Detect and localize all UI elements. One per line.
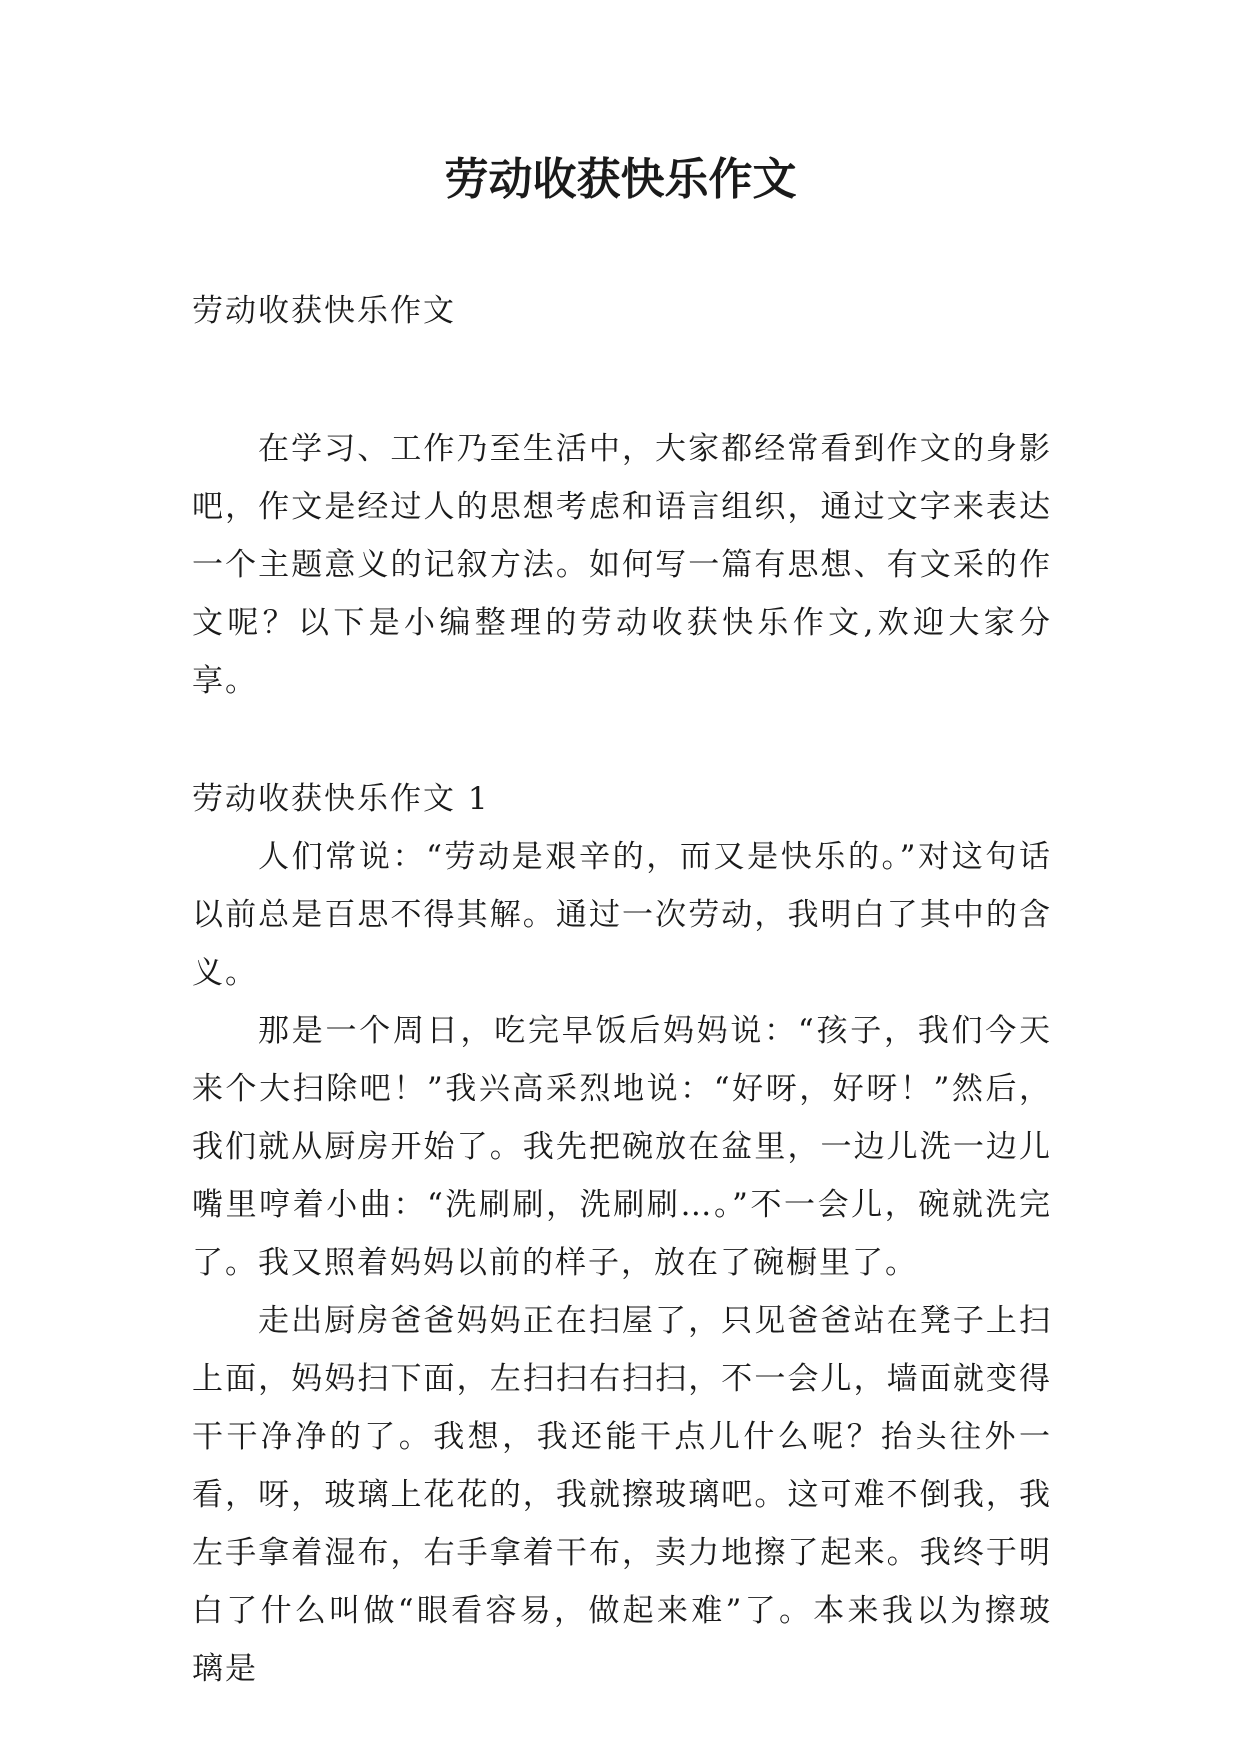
body-paragraph-2: 那是一个周日，吃完早饭后妈妈说：“孩子，我们今天来个大扫除吧！”我兴高采烈地说：“好呀，好呀！”然后，我们就从厨房开始了。我先把碗放在盆里，一边儿洗一边儿嘴里哼着小曲：“洗刷刷，洗刷刷…。”不一会儿，碗就洗完了。我又照着妈妈以前的样子，放在了碗橱里了。 (192, 1013, 1052, 1281)
document-subtitle: 劳动收获快乐作文 (192, 293, 456, 329)
body-paragraph-1: 人们常说：“劳动是艰辛的，而又是快乐的。”对这句话以前总是百思不得其解。通过一次劳动，我明白了其中的含义。 (192, 839, 1052, 991)
section-heading: 劳动收获快乐作文 1 (192, 781, 490, 817)
document-body (192, 282, 1052, 1698)
spacer (192, 340, 1052, 420)
body-paragraph-3: 走出厨房爸爸妈妈正在扫屋了，只见爸爸站在凳子上扫上面，妈妈扫下面，左扫扫右扫扫，不一会儿，墙面就变得干干净净的了。我想，我还能干点儿什么呢？抬头往外一看，呀，玻璃上花花的，我就擦玻璃吧。这可难不倒我，我左手拿着湿布，右手拿着干布，卖力地擦了起来。我终于明白了什么叫做“眼看容易，做起来难”了。本来我以为擦玻璃是 (192, 1303, 1052, 1687)
intro-paragraph: 在学习、工作乃至生活中，大家都经常看到作文的身影吧，作文是经过人的思想考虑和语言组织，通过文字来表达一个主题意义的记叙方法。如何写一篇有思想、有文采的作文呢？以下是小编整理的劳动收获快乐作文,欢迎大家分享。 (192, 431, 1052, 699)
document-title: 劳动收获快乐作文 (444, 154, 797, 205)
spacer (192, 710, 1052, 770)
